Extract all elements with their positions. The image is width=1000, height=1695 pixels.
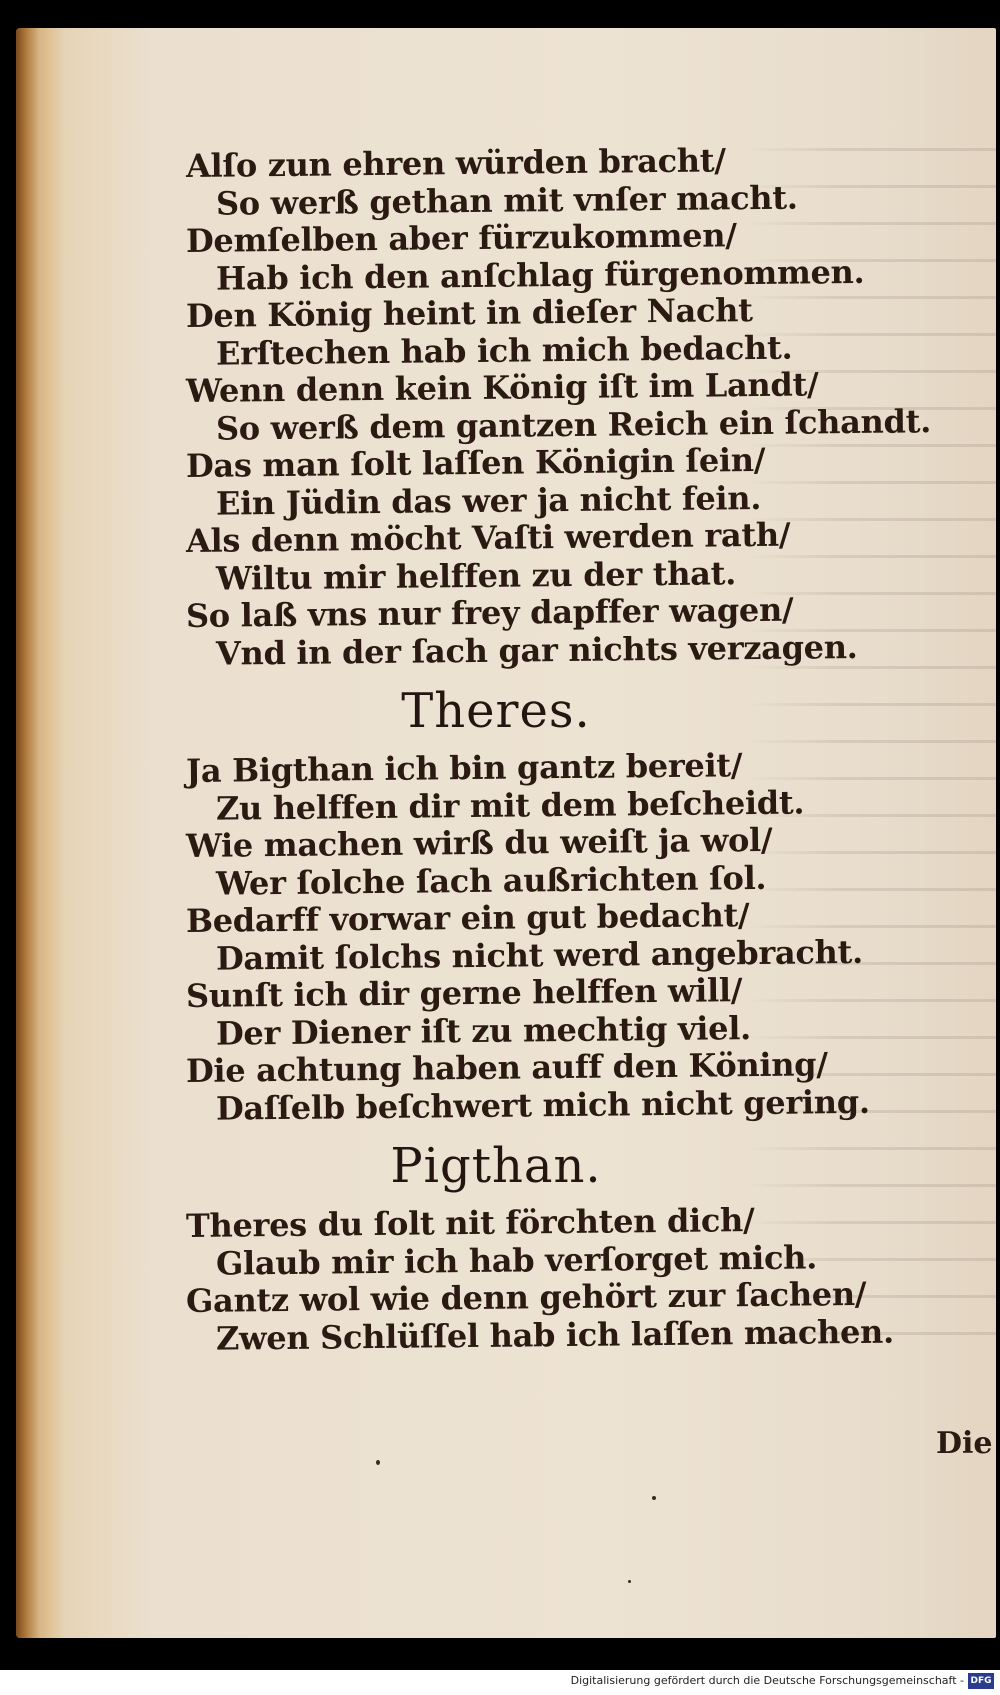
verse-line: Wer ſolche ſach außrichten ſol.: [215, 858, 767, 903]
verse-line: Wie machen wirß du weiſt ja wol/: [185, 820, 773, 865]
verse-line: Den König heint in dieſer Nacht: [185, 291, 753, 335]
page-gutter-edge: [16, 28, 46, 1638]
footer-bar: [0, 1670, 1000, 1695]
verse-line: Die achtung haben auff den Köning/: [185, 1045, 828, 1090]
verse-line: Ein Jüdin das wer ja nicht fein.: [215, 478, 762, 523]
verse-line: Theres du ſolt nit förchten dich/: [185, 1201, 755, 1245]
verse-line: Wenn denn kein König iſt im Landt/: [185, 365, 819, 410]
verse-line: Alſo zun ehren würden bracht/: [185, 141, 726, 185]
verse-line: Gantz wol wie denn gehört zur ſachen/: [185, 1274, 867, 1320]
verse-line: Daſſelb beſchwert mich nicht gering.: [215, 1082, 870, 1128]
book-page: [16, 28, 996, 1638]
ink-speck: [376, 1460, 380, 1465]
verse-line: Vnd in der ſach gar nichts verzagen.: [215, 627, 858, 673]
verse-line: Sunſt ich dir gerne helffen will/: [185, 971, 743, 1015]
verse-line: Erſtechen hab ich mich bedacht.: [215, 328, 793, 373]
verse-line: Zwen Schlüſſel hab ich laſſen machen.: [215, 1312, 895, 1358]
verse-line: Damit ſolchs nicht werd angebracht.: [215, 932, 864, 978]
verse-line: Als denn möcht Vaſti werden rath/: [185, 515, 791, 560]
verse-line: Der Diener iſt zu mechtig viel.: [215, 1008, 752, 1053]
verse-line: So werß dem gantzen Reich ein ſchandt.: [215, 401, 932, 448]
digitization-credit: Digitalisierung gefördert durch die Deutsche Forschungsgemeinschaft -: [570, 1674, 964, 1687]
verse-line: Hab ich den anſchlag fürgenommen.: [215, 252, 865, 298]
speaker-heading-pigthan: Pigthan.: [390, 1138, 602, 1194]
verse-line: Glaub mir ich hab verſorget mich.: [215, 1237, 818, 1283]
verse-line: Demſelben aber fürzukommen/: [185, 216, 737, 260]
verse-line: So laß vns nur frey dapffer wagen/: [185, 590, 794, 635]
verse-line: Wiltu mir helffen zu der that.: [215, 553, 737, 598]
verse-line: Zu helffen dir mit dem beſcheidt.: [215, 783, 805, 828]
ink-speck: [652, 1496, 656, 1500]
dfg-logo: DFG: [968, 1673, 994, 1689]
verse-line: Das man ſolt laſſen Königin ſein/: [185, 440, 766, 485]
verse-line: Bedarff vorwar ein gut bedacht/: [185, 896, 750, 940]
ink-speck: [628, 1580, 631, 1583]
catchword: Die: [936, 1426, 993, 1461]
verse-text-block: [185, 141, 946, 1358]
speaker-heading-theres: Theres.: [401, 683, 591, 739]
verse-line: Ja Bigthan ich bin gantz bereit/: [185, 746, 743, 790]
verse-line: So werß gethan mit vnſer macht.: [215, 178, 798, 223]
